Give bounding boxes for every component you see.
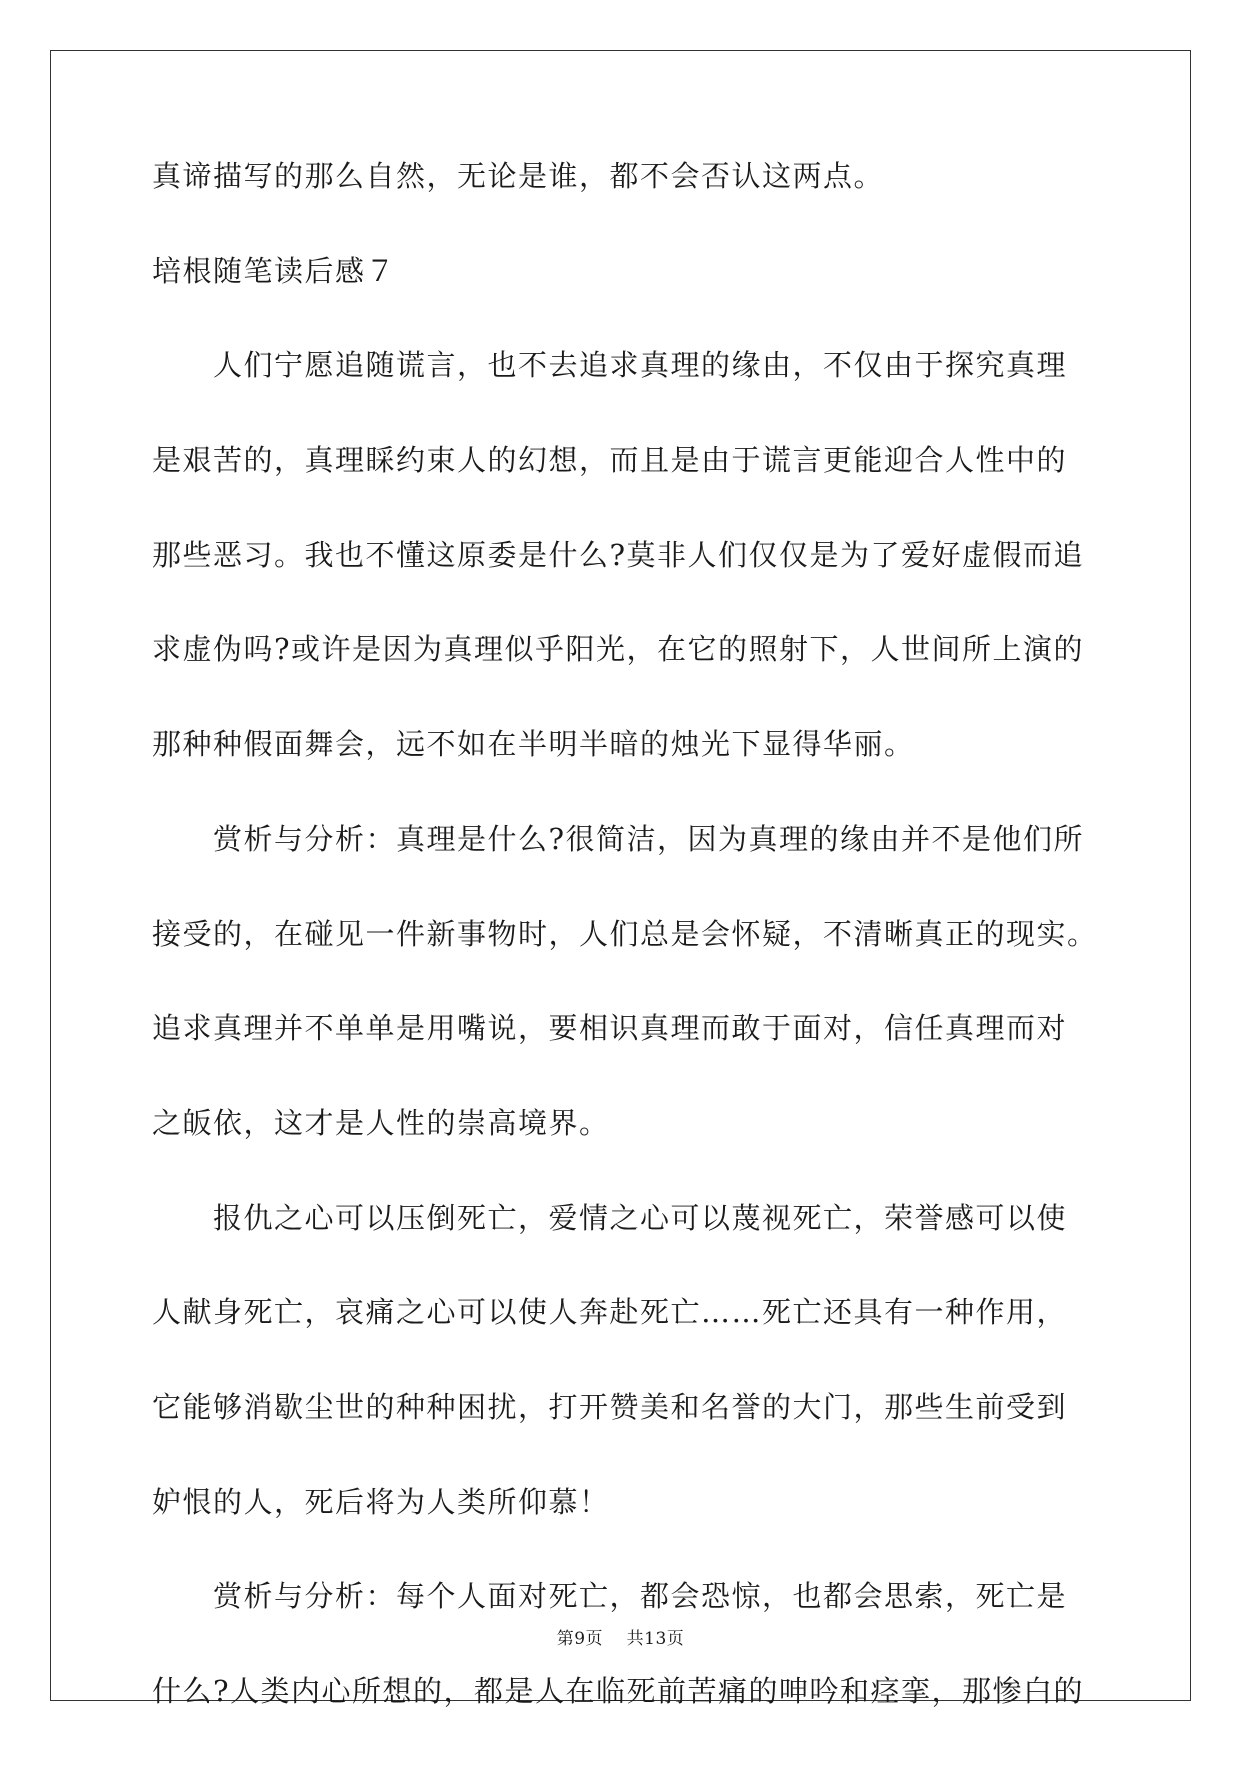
text-line: 赏析与分析：每个人面对死亡，都会恐惊，也都会思索，死亡是 bbox=[152, 1579, 1068, 1614]
text-line: 之皈依，这才是人性的崇高境界。 bbox=[152, 1105, 610, 1140]
page-footer bbox=[0, 1629, 1241, 1649]
text-line: 人们宁愿追随谎言，也不去追求真理的缘由，不仅由于探究真理 bbox=[152, 348, 1068, 383]
text-line: 妒恨的人，死后将为人类所仰慕！ bbox=[152, 1484, 610, 1519]
text-line: 它能够消歇尘世的种种困扰，打开赞美和名誉的大门，那些生前受到 bbox=[152, 1389, 1068, 1424]
text-line: 追求真理并不单单是用嘴说，要相识真理而敢于面对，信任真理而对 bbox=[152, 1011, 1068, 1046]
page-total: 共13页 bbox=[626, 1629, 685, 1649]
text-line: 是艰苦的，真理睬约束人的幻想，而且是由于谎言更能迎合人性中的 bbox=[152, 443, 1068, 478]
text-line: 那些恶习。我也不懂这原委是什么?莫非人们仅仅是为了爱好虚假而追 bbox=[152, 537, 1085, 572]
text-line: 什么?人类内心所想的，都是人在临死前苦痛的呻吟和痉挛，那惨白的 bbox=[152, 1674, 1085, 1708]
section-heading: 培根随笔读后感７ bbox=[152, 253, 397, 288]
document-body bbox=[152, 159, 1098, 1771]
text-line: 真谛描写的那么自然，无论是谁，都不会否认这两点。 bbox=[152, 159, 885, 193]
text-line: 接受的，在碰见一件新事物时，人们总是会怀疑，不清晰真正的现实。 bbox=[152, 916, 1098, 951]
text-line: 求虚伪吗?或许是因为真理似乎阳光，在它的照射下，人世间所上演的 bbox=[152, 632, 1085, 667]
text-line: 人献身死亡，哀痛之心可以使人奔赴死亡……死亡还具有一种作用， bbox=[152, 1295, 1068, 1330]
page-number: 第9页 bbox=[556, 1629, 604, 1649]
text-line: 赏析与分析：真理是什么?很简洁，因为真理的缘由并不是他们所 bbox=[152, 821, 1085, 856]
text-line: 那种种假面舞会，远不如在半明半暗的烛光下显得华丽。 bbox=[152, 727, 915, 762]
text-line: 报仇之心可以压倒死亡，爱情之心可以蔑视死亡，荣誉感可以使 bbox=[152, 1200, 1068, 1235]
